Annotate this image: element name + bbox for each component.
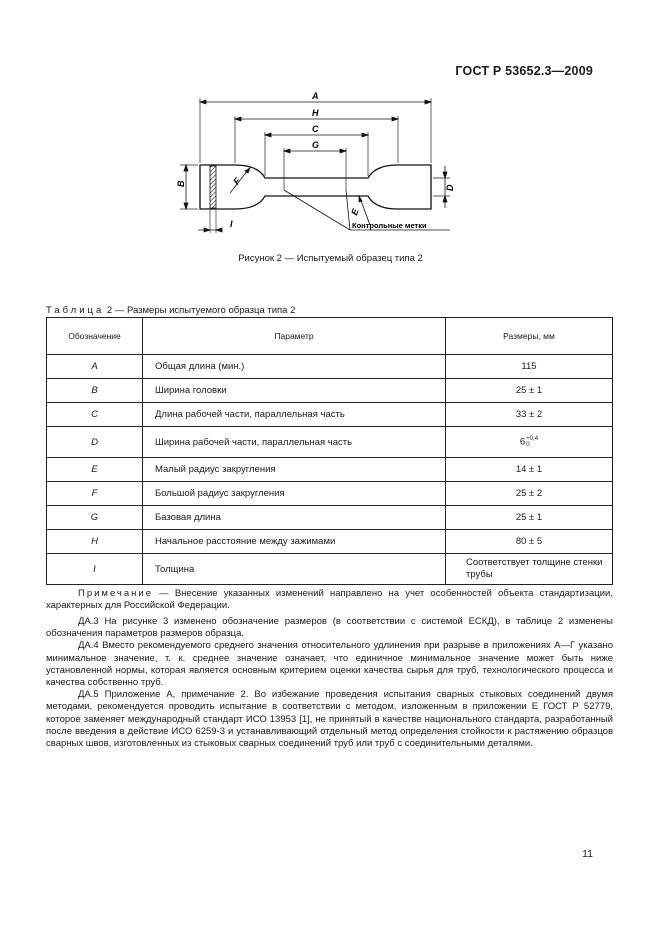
row-parameter: Базовая длина xyxy=(143,506,446,530)
row-value-tolerance xyxy=(526,436,538,448)
marks-label: Контрольные метки xyxy=(352,221,427,230)
table-title xyxy=(46,305,295,316)
table-row xyxy=(47,379,613,403)
row-symbol: E xyxy=(47,458,143,482)
row-value: Соответствует толщине стенки трубы xyxy=(446,554,613,585)
label-F: F xyxy=(231,175,243,187)
page-number: 11 xyxy=(582,848,593,860)
row-symbol: G xyxy=(47,506,143,530)
table-title-prefix: Таблица xyxy=(46,305,105,316)
header-parameter: Параметр xyxy=(143,318,446,355)
row-symbol: H xyxy=(47,530,143,554)
label-C: C xyxy=(312,124,319,134)
row-value: 25 ± 1 xyxy=(446,506,613,530)
dimensions-table xyxy=(46,317,613,585)
paragraph-da4: ДА.4 Вместо рекомендуемого среднего значения относительного удлинения при разрыве в приложениях А—Г указано минимальное значение, т. к. среднее значение означает, что единичное минимальное значение может быть ниже установленной нормы, которая является основным критерием оценки качества сырья для труб, технологического процесса и качества собственно труб. xyxy=(46,640,613,689)
row-value-nominal: 6 xyxy=(519,436,526,448)
tolerance-upper: +0,4 xyxy=(526,436,539,442)
row-symbol: B xyxy=(47,379,143,403)
table-row xyxy=(47,482,613,506)
label-D: D xyxy=(445,184,455,191)
table-row xyxy=(47,427,613,458)
row-parameter: Ширина головки xyxy=(143,379,446,403)
row-symbol: C xyxy=(47,403,143,427)
paragraph-da3: ДА.3 На рисунке 3 изменено обозначение размеров (в соответствии с системой ЕСКД), в таблице 2 изменены обозначения параметров размеров образца. xyxy=(46,616,613,640)
table-title-rest: 2 — Размеры испытуемого образца типа 2 xyxy=(104,305,296,316)
row-value xyxy=(446,427,613,458)
table-row xyxy=(47,554,613,585)
specimen-figure xyxy=(160,90,460,240)
label-B: B xyxy=(176,180,186,187)
row-parameter: Ширина рабочей части, параллельная часть xyxy=(143,427,446,458)
table-header-row xyxy=(47,318,613,355)
tolerance-lower: 0 xyxy=(526,442,530,448)
table-row xyxy=(47,506,613,530)
document-id: ГОСТ Р 53652.3—2009 xyxy=(455,64,593,78)
row-value: 25 ± 1 xyxy=(446,379,613,403)
row-parameter: Общая длина (мин.) xyxy=(143,355,446,379)
label-I: I xyxy=(230,219,233,229)
row-symbol: F xyxy=(47,482,143,506)
row-value: 25 ± 2 xyxy=(446,482,613,506)
body-text xyxy=(46,616,613,750)
row-parameter: Длина рабочей части, параллельная часть xyxy=(143,403,446,427)
note-block xyxy=(46,588,613,612)
label-H: H xyxy=(312,108,319,118)
row-parameter: Толщина xyxy=(143,554,446,585)
row-parameter: Большой радиус закругления xyxy=(143,482,446,506)
table-row xyxy=(47,530,613,554)
table-row xyxy=(47,403,613,427)
header-size: Размеры, мм xyxy=(446,318,613,355)
header-symbol: Обозначение xyxy=(47,318,143,355)
row-parameter: Начальное расстояние между зажимами xyxy=(143,530,446,554)
table-row xyxy=(47,355,613,379)
table-row xyxy=(47,458,613,482)
label-G: G xyxy=(312,140,320,150)
note-label: Примечание xyxy=(78,588,153,599)
row-value: 80 ± 5 xyxy=(446,530,613,554)
row-value: 115 xyxy=(446,355,613,379)
specimen-drawing xyxy=(160,90,460,240)
label-A: A xyxy=(312,91,319,101)
row-parameter: Малый радиус закругления xyxy=(143,458,446,482)
note-text: — Внесение указанных изменений направлено на учет особенностей объекта стандартизации, характерных для Российской Федерации. xyxy=(46,588,613,612)
row-value: 14 ± 1 xyxy=(446,458,613,482)
hatched-edge xyxy=(210,166,216,208)
label-E: E xyxy=(349,207,361,217)
row-symbol: A xyxy=(47,355,143,379)
row-value: 33 ± 2 xyxy=(446,403,613,427)
row-symbol: I xyxy=(47,554,143,585)
figure-caption: Рисунок 2 — Испытуемый образец типа 2 xyxy=(238,253,423,264)
paragraph-da5: ДА.5 Приложение А, примечание 2. Во избежание проведения испытания сварных стыковых соединений двумя методами, рекомендуется проводить испытание в соответствии с методом, изложенным в приложении Е ГОСТ Р 52779, которое заменяет международный стандарт ИСО 13953 [1], не принятый в качестве национального стандарта, разработанный после введения в действие ИСО 6259-3 и устанавливающий отдельный метод определения стойкости к растяжению образцов сварных швов, изготовленных из стыковых сварных соединений труб или труб с соединительными деталями. xyxy=(46,689,613,750)
row-symbol: D xyxy=(47,427,143,458)
